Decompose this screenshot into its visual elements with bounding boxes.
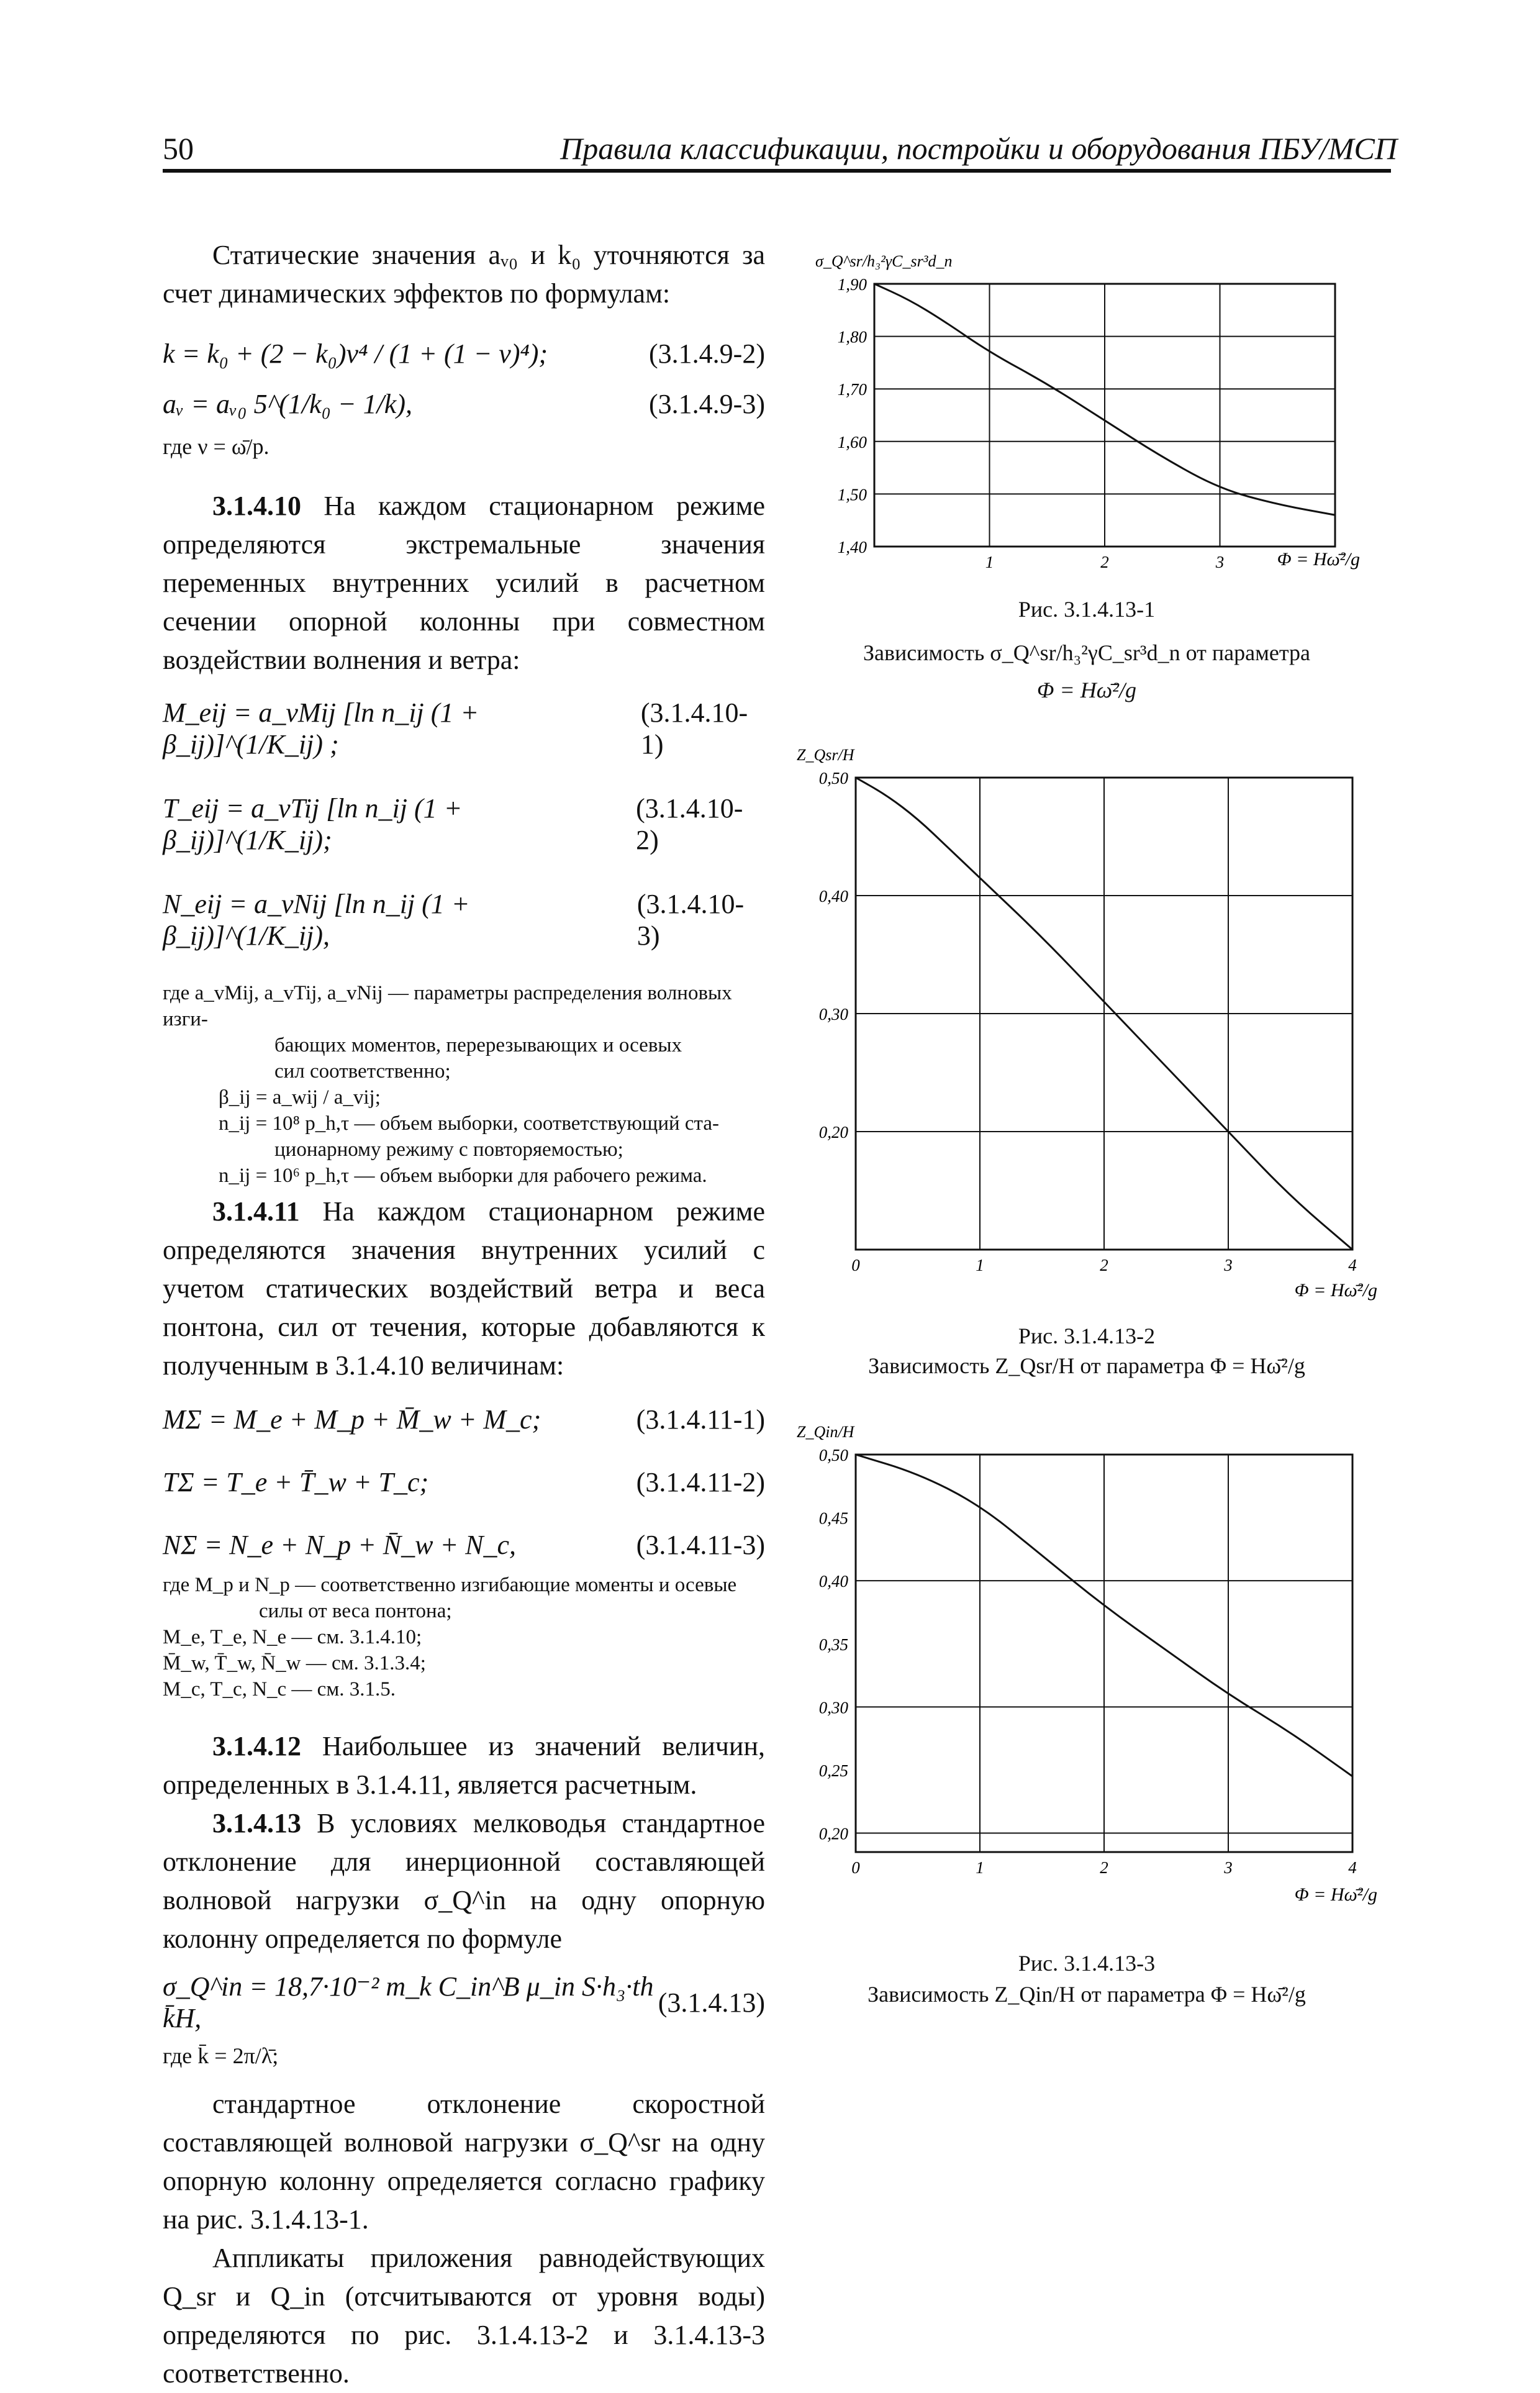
x-tick-label: 0 [851,1858,860,1877]
formula-sigma-text: σ_Q^in = 18,7·10⁻² m_k C_in^B μ_in S·h₃·th k̄H, [163,1971,654,2033]
where-line: β_ij = a_wij / a_vij; [219,1086,381,1109]
where-line: где M_p и N_p — соответственно изгибающие моменты и осевые [163,1574,737,1596]
chart-3-title: Рис. 3.1.4.13-3 [1018,1951,1156,1976]
y-tick-label: 0,35 [818,1635,848,1654]
formula-NS-number: (3.1.4.11-3) [636,1530,765,1560]
x-axis-label: Φ = Hω̄²/g [1277,549,1360,570]
section-number: 3.1.4.12 [212,1731,301,1761]
section-3-1-4-12 [163,1727,765,1804]
chart-2-caption: Зависимость Z_Qsr/H от параметра Φ = Hω̄²/g [868,1353,1305,1378]
x-tick-label: 2 [1100,553,1109,571]
paragraph-sr: стандартное отклонение скоростной составляющей волновой нагрузки σ_Q^sr на одну опорную колонну определяется согласно графику на рис. 3.1.4.13-1. [163,2089,765,2235]
where-line: ционарному режиму с повторяемостью; [274,1138,623,1161]
where-line: где a_vMij, a_vTij, a_vNij — параметры распределения волновых изги- [163,982,732,1030]
y-tick-label: 1,80 [837,327,867,347]
y-tick-label: 0,30 [818,1005,848,1024]
x-tick-label: 4 [1348,1858,1357,1877]
x-tick-label: 4 [1348,1256,1357,1274]
section-text: На каждом стационарном режиме определяются значения внутренних усилий с учетом статических воздействий ветра и веса понтона, сил от течения, которые добавляются к полученным в 3.1.4.10 величинам: [163,1196,765,1381]
where-line: n_ij = 10⁶ p_h,τ — объем выборки для рабочего режима. [219,1165,707,1187]
formula-M [163,697,765,760]
y-axis-label: σ_Q^sr/h₃²γC_sr³d_n [815,252,953,270]
where-line: M̄_w, T̄_w, N̄_w — см. 3.1.3.4; [163,1652,426,1674]
formula-k-number: (3.1.4.9-2) [649,338,765,369]
chart-1-caption-2: Φ = Hω̄²/g [1037,678,1136,702]
left-column [163,236,765,2393]
where-line: сил соответственно; [274,1060,451,1083]
x-tick-label: 3 [1215,553,1225,571]
y-tick-label: 0,30 [818,1698,848,1717]
formula-TS [163,1466,765,1498]
where-nu: где ν = ω̄/p. [163,434,270,459]
y-tick-label: 1,90 [837,275,867,294]
formula-M-text: M_eij = a_vMij [ln n_ij (1 + β_ij)]^(1/K_ij) ; [163,697,479,760]
y-axis-label: Z_Qsr/H [797,746,854,764]
section-number: 3.1.4.10 [212,491,301,521]
y-tick-label: 0,20 [818,1824,848,1843]
y-axis-label: Z_Qin/H [797,1423,854,1441]
chart-3-caption: Зависимость Z_Qin/H от параметра Φ = Hω̄²/g [867,1982,1306,2007]
x-tick-label: 0 [851,1256,860,1274]
chart-2 [776,739,1397,1310]
formula-k-text: k = k₀ + (2 − k₀)ν⁴ / (1 + (1 − ν)⁴); [163,338,548,369]
y-tick-label: 0,50 [818,769,848,788]
section-number: 3.1.4.13 [212,1808,301,1838]
where-line: силы от веса понтона; [259,1600,452,1622]
where-block-1 [163,980,765,1189]
y-tick-label: 0,20 [818,1123,848,1142]
y-tick-label: 0,50 [818,1446,848,1464]
where-line: M_e, T_e, N_e — см. 3.1.4.10; [163,1626,422,1648]
running-title: Правила классификации, постройки и оборудования ПБУ/МСП [560,131,1397,166]
formula-M-number: (3.1.4.10-1) [640,697,748,760]
y-tick-label: 1,50 [837,485,867,504]
formula-sigma-number: (3.1.4.13) [658,1987,765,2018]
where-block-2 [163,1572,765,1702]
section-3-1-4-11 [163,1192,765,1385]
header-rule [163,169,1391,173]
y-tick-label: 0,45 [818,1509,848,1528]
x-tick-label: 2 [1100,1256,1108,1274]
formula-MS [163,1404,765,1435]
formula-av-number: (3.1.4.9-3) [649,389,765,419]
formula-av-text: aᵥ = aᵥ₀ 5^(1/k₀ − 1/k), [163,389,412,419]
formula-TS-number: (3.1.4.11-2) [636,1467,765,1497]
formula-NS [163,1529,765,1561]
y-tick-label: 0,40 [818,1572,848,1591]
chart-1-title: Рис. 3.1.4.13-1 [1018,597,1156,622]
y-tick-label: 1,60 [837,432,867,452]
x-tick-label: 3 [1224,1256,1233,1274]
formula-MS-text: MΣ = M_e + M_p + M̄_w + M_c; [163,1404,541,1435]
chart-2-title: Рис. 3.1.4.13-2 [1018,1324,1156,1348]
section-3-1-4-10 [163,487,765,679]
x-tick-label: 1 [985,553,994,571]
y-tick-label: 0,40 [818,887,848,906]
formula-TS-text: TΣ = T_e + T̄_w + T_c; [163,1467,429,1497]
where-k: где k̄ = 2π/λ̄; [163,2043,279,2068]
intro-paragraph: Статические значения aᵥ₀ и k₀ уточняются за счет динамических эффектов по формулам: [163,240,765,309]
x-tick-label: 2 [1100,1858,1108,1877]
section-text: На каждом стационарном режиме определяются экстремальные значения переменных внутренних усилий в расчетном сечении опорной колонны при совместном воздействии волнения и ветра: [163,491,765,675]
formula-sigma [163,1971,765,2034]
x-axis-label: Φ = Hω̄²/g [1294,1280,1377,1301]
paragraph-applicates: Аппликаты приложения равнодействующих Q_sr и Q_in (отсчитываются от уровня воды) определяются по рис. 3.1.4.13-2 и 3.1.4.13-3 соответственно. [163,2243,765,2389]
chart-1 [776,233,1397,581]
section-text: Наибольшее из значений величин, определенных в 3.1.4.11, является расчетным. [163,1731,765,1800]
chart-1-caption: Зависимость σ_Q^sr/h₃²γC_sr³d_n от параметра [863,640,1311,665]
formula-T-text: T_eij = a_vTij [ln n_ij (1 + β_ij)]^(1/K_ij); [163,793,463,855]
y-tick-label: 1,40 [837,538,867,556]
section-number: 3.1.4.11 [212,1196,300,1227]
formula-av [163,388,765,420]
y-tick-label: 0,25 [818,1761,848,1780]
formula-N-number: (3.1.4.10-3) [636,889,745,951]
formula-NS-text: NΣ = N_e + N_p + N̄_w + N_c, [163,1530,517,1560]
x-tick-label: 3 [1224,1858,1233,1877]
section-text: В условиях мелководья стандартное отклонение для инерционной составляющей волновой нагрузки σ_Q^in на одну опорную колонну определяется по формуле [163,1808,765,1954]
formula-MS-number: (3.1.4.11-1) [636,1404,765,1435]
formula-k [163,338,765,370]
formula-N-text: N_eij = a_vNij [ln n_ij (1 + β_ij)]^(1/K_ij), [163,889,470,951]
x-tick-label: 1 [976,1858,984,1877]
x-tick-label: 1 [976,1256,984,1274]
where-line: n_ij = 10⁸ p_h,τ — объем выборки, соответствующий ста- [219,1112,720,1135]
formula-N [163,888,765,951]
x-axis-label: Φ = Hω̄²/g [1294,1884,1377,1905]
formula-T [163,792,765,856]
section-3-1-4-13 [163,1804,765,1958]
formula-T-number: (3.1.4.10-2) [636,793,743,855]
page-number: 50 [163,131,194,166]
where-line: M_c, T_c, N_c — см. 3.1.5. [163,1678,396,1701]
y-tick-label: 1,70 [837,380,867,399]
chart-3 [776,1404,1397,1919]
where-line: бающих моментов, перерезывающих и осевых [274,1034,682,1056]
